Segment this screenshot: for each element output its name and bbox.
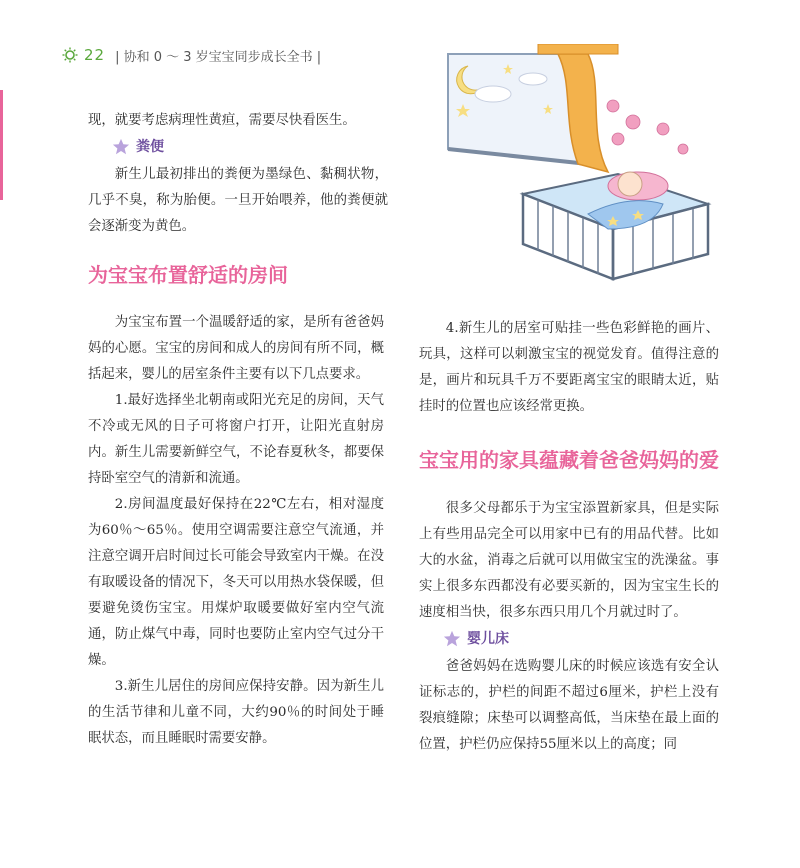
continuation-line: 现，就要考虑病理性黄疸，需要尽快看医生。 bbox=[88, 113, 356, 128]
section-title-furniture: 宝宝用的家具蕴藏着爸爸妈妈的爱 bbox=[419, 448, 719, 472]
crib-paragraph: 爸爸妈妈在选购婴儿床的时候应该选有安全认证标志的，护栏的间距不超过6厘米，护栏上没有裂痕缝隙；床垫可以调整高低，当床垫在最上面的位置，护栏仍应保持55厘米以上的高度；同 bbox=[419, 659, 719, 752]
room-item-1: 1.最好选择坐北朝南或阳光充足的房间，天气不冷或无风的日子可将窗户打开，让阳光直射房内。新生儿需要新鲜空气，不论春夏秋冬，都要保持卧室空气的清新和流通。 bbox=[88, 393, 384, 486]
subheading-crib bbox=[443, 628, 719, 650]
left-top-column bbox=[88, 108, 388, 240]
stool-paragraph: 新生儿最初排出的粪便为墨绿色、黏稠状物，几乎不臭，称为胎便。一旦开始喂养，他的粪便就会逐渐变为黄色。 bbox=[88, 167, 388, 234]
room-item-4: 4.新生儿的居室可贴挂一些色彩鲜艳的画片、玩具，这样可以刺激宝宝的视觉发育。值得注意的是，画片和玩具千万不要距离宝宝的眼睛太近，贴挂时的位置也应该经常更换。 bbox=[419, 321, 719, 414]
room-item-2: 2.房间温度最好保持在22℃左右，相对湿度为60％～65％。使用空调需要注意空气流通，并注意空调开启时间过长可能会导致室内干燥。在没有取暖设备的情况下，冬天可以用热水袋保暖，但要避免烫伤宝宝。用煤炉取暖要做好室内空气流通，防止煤气中毒，同时也要防止室内空气过分干燥。 bbox=[88, 497, 384, 668]
section-title-room: 为宝宝布置舒适的房间 bbox=[88, 263, 288, 287]
star-icon bbox=[443, 630, 461, 648]
furniture-intro-paragraph: 很多父母都乐于为宝宝添置新家具，但是实际上有些用品完全可以用家中已有的用品代替。比如大的水盆，消毒之后就可以用做宝宝的洗澡盆。事实上很多东西都没有必要买新的，因为宝宝生长的速度相当快，很多东西只用几个月就过时了。 bbox=[419, 501, 719, 620]
room-item-3: 3.新生儿居住的房间应保持安静。因为新生儿的生活节律和儿童不同，大约90％的时间处于睡眠状态，而且睡眠时需要安静。 bbox=[88, 679, 384, 746]
subheading-stool-label: 粪便 bbox=[136, 139, 164, 155]
page-header bbox=[62, 44, 321, 66]
room-intro-paragraph: 为宝宝布置一个温暖舒适的家，是所有爸爸妈妈的心愿。宝宝的房间和成人的房间有所不同，概括起来，婴儿的居室条件主要有以下几点要求。 bbox=[88, 315, 384, 382]
subheading-crib-label: 婴儿床 bbox=[467, 631, 509, 647]
baby-crib-illustration bbox=[438, 44, 728, 294]
sun-icon bbox=[62, 47, 78, 63]
left-main-column bbox=[88, 310, 384, 752]
book-title: | 协和 0 ～ 3 岁宝宝同步成长全书 | bbox=[115, 49, 322, 65]
right-top-column bbox=[419, 316, 719, 420]
page-number: 22 bbox=[84, 46, 106, 64]
page-edge-marker bbox=[0, 90, 3, 200]
subheading-stool bbox=[112, 136, 388, 158]
star-icon bbox=[112, 138, 130, 156]
right-main-column bbox=[419, 496, 719, 758]
